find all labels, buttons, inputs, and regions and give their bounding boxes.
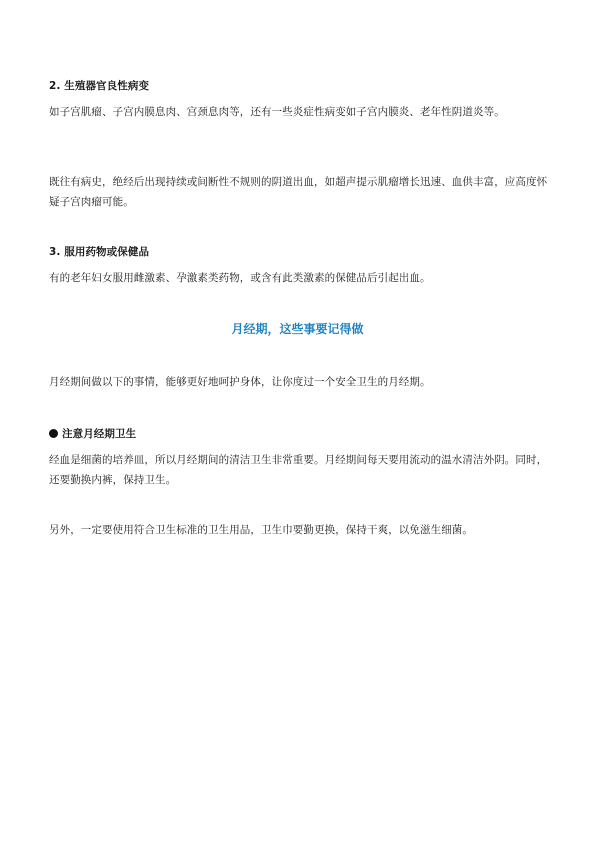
bullet-heading-text: 注意月经期卫生	[62, 428, 137, 440]
bullet-icon	[49, 429, 58, 438]
paragraph-benign-lesions: 如子宫肌瘤、子宫内膜息肉、宫颈息肉等，还有一些炎症性病变如子宫内膜炎、老年性阴道炎等。	[49, 106, 505, 118]
section-heading-benign-lesions: 2. 生殖器官良性病变	[49, 80, 150, 92]
paragraph-hygiene: 经血是细菌的培养皿，所以月经期间的清洁卫生非常重要。月经期间每天要用流动的温水清洁外阴。同时，还要勤换内裤，保持卫生。	[49, 454, 548, 486]
paragraph-sanitary-products: 另外，一定要使用符合卫生标准的卫生用品，卫生巾要勤更换，保持干爽，以免滋生细菌。	[49, 524, 473, 536]
paragraph-medical-history: 既往有病史，绝经后出现持续或间断性不规则的阴道出血，如超声提示肌瘤增长迅速、血供丰富，应高度怀疑子宫肉瘤可能。	[49, 176, 548, 208]
paragraph-medication: 有的老年妇女服用雌激素、孕激素类药物，或含有此类激素的保健品后引起出血。	[49, 272, 431, 284]
section-heading-medication: 3. 服用药物或保健品	[49, 246, 150, 258]
section-title-menstrual-period: 月经期，这些事要记得做	[231, 322, 364, 336]
paragraph-menstrual-intro: 月经期间做以下的事情，能够更好地呵护身体，让你度过一个安全卫生的月经期。	[49, 376, 431, 388]
bullet-heading-hygiene	[49, 424, 549, 444]
